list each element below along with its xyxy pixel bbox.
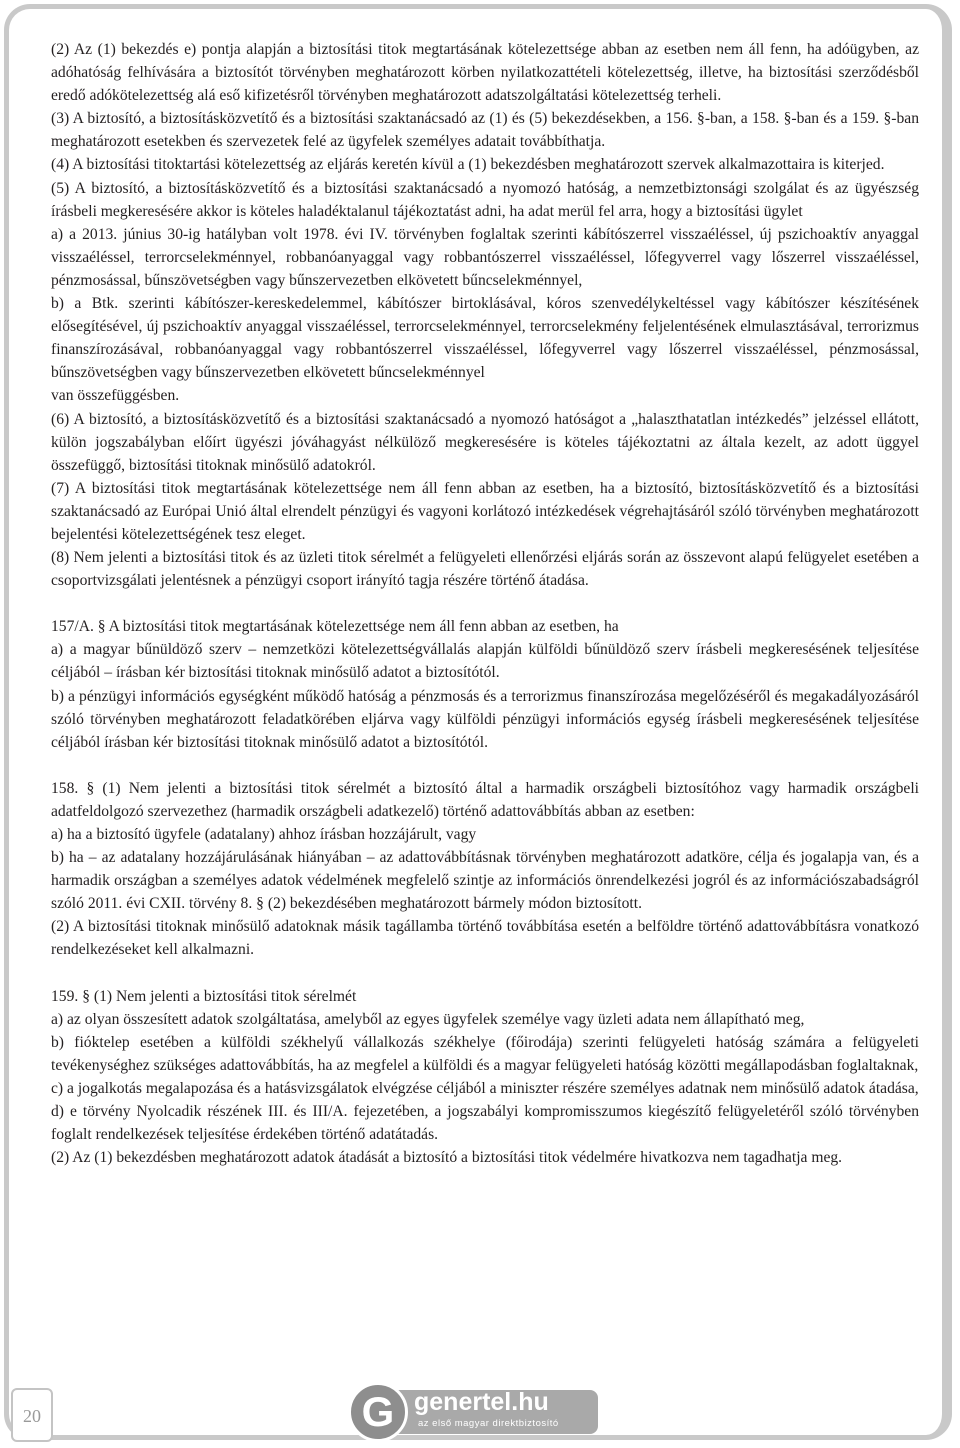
paragraph-2: (2) Az (1) bekezdés e) pontja alapján a biztosítási titok megtartásának kötelezettsége abban az esetben nem áll fenn, ha adóügyben, az adóhatóság felhívására a biztosítót törvényben meghatározott körben nyilatkozattételi kötelezettség, illetve, ha biztosítási szerződésből eredő adókötelezettség alá eső kifizetésről törvényben meghatározott adatszolgáltatási kötelezettség terheli. bbox=[51, 41, 919, 105]
section-159-1-d: d) e törvény Nyolcadik részének III. és III/A. fejezetében, a jogszabályi kompromisszumos kiegészítő felügyeletéről szóló törvényben foglalt rendelkezések teljesítése érdekében történő adatátadás. bbox=[51, 1103, 919, 1144]
document-body bbox=[51, 38, 919, 1169]
page-number: 20 bbox=[11, 1388, 53, 1442]
paragraph-5-a: a) a 2013. június 30-ig hatályban volt 1978. évi IV. törvényben foglaltak szerinti kábítószerrel visszaéléssel, új pszichoaktív anyaggal visszaéléssel, terrorcselekménnyel, robbanóanyaggal vagy robbantószerrel visszaéléssel, lőfegyverrel vagy lőszerrel visszaéléssel, pénzmosással, bűnszövetségben vagy bűnszervezetben elkövetett bűncselekménnyel, bbox=[51, 225, 919, 289]
paragraph-5-end: van összefüggésben. bbox=[51, 387, 180, 405]
logo-tagline: az első magyar direktbiztosító bbox=[418, 1418, 559, 1429]
section-158-2: (2) A biztosítási titoknak minősülő adatoknak másik tagállamba történő továbbítása esetén a belföldre történő adattovábbításra vonatkozó rendelkezéseket kell alkalmazni. bbox=[51, 918, 919, 959]
generali-logo bbox=[348, 1382, 598, 1442]
paragraph-8: (8) Nem jelenti a biztosítási titok és az üzleti titok sérelmét a felügyeleti ellenőrzési eljárás során az összevont alapú felügyelet esetében a csoportvizsgálati jelentésnek a pénzügyi csoport irányító tagja részére történő átadása. bbox=[51, 549, 919, 590]
section-158-1: 158. § (1) Nem jelenti a biztosítási titok sérelmét a biztosító által a harmadik országbeli biztosítóhoz vagy harmadik országbeli adatfeldolgozó szervezethez (harmadik országbeli adatkezelő) történő adattovábbítás abban az esetben: bbox=[51, 779, 919, 820]
paragraph-5-b: b) a Btk. szerinti kábítószer-kereskedelemmel, kábítószer birtoklásával, kóros szenvedélykeltéssel vagy kábítószer készítésének elősegítésével, új pszichoaktív anyaggal visszaéléssel, terrorcselekménnyel, terrorcselekmény feljelentésének elmulasztásával, terrorizmus finanszírozásával, robbanóanyaggal vagy robbantószerrel visszaéléssel, lőfegyverrel vagy lőszerrel visszaéléssel, pénzmosással, bűnszövetségben vagy bűnszervezetben elkövetett bűncselekménnyel bbox=[51, 295, 919, 382]
section-159-1-a: a) az olyan összesített adatok szolgáltatása, amelyből az egyes ügyfelek személye vagy üzleti adata nem állapítható meg, bbox=[51, 1010, 805, 1028]
paragraph-4: (4) A biztosítási titoktartási kötelezettség az eljárás keretén kívül a (1) bekezdésben meghatározott szervek alkalmazottaira is kiterjed. bbox=[51, 156, 885, 174]
section-159-1-b: b) fióktelep esetében a külföldi székhelyű vállalkozás székhelye (főirodája) szerinti felügyeleti hatóság számára a felügyeleti tevékenységhez szükséges adattovábbítás, ha az megfelel a külföldi és a magyar felügyeleti hatóság közötti megállapodásban foglaltaknak, bbox=[51, 1033, 919, 1074]
paragraph-7: (7) A biztosítási titok megtartásának kötelezettsége nem áll fenn abban az esetben, ha a biztosító, biztosításközvetítő és a biztosítási szaktanácsadó az Európai Unió által elrendelt pénzügyi és vagyoni korlátozó intézkedések végrehajtásáról szóló törvényben meghatározott bejelentési kötelezettségének tesz eleget. bbox=[51, 479, 919, 543]
section-157a-b: b) a pénzügyi információs egységként működő hatóság a pénzmosás és a terrorizmus finanszírozása megelőzéséről és megakadályozásáról szóló törvényben meghatározott feladatkörében eljárva vagy külföldi pénzügyi információs egység írásbeli megkeresésének teljesítése céljából írásban kér biztosítási titoknak minősülő adatot a biztosítótól. bbox=[51, 687, 919, 751]
paragraph-5: (5) A biztosító, a biztosításközvetítő és a biztosítási szaktanácsadó a nyomozó hatóság, a nemzetbiztonsági szolgálat és az ügyészség írásbeli megkeresésére akkor is köteles haladéktalanul tájékoztatást adni, ha adat merül fel arra, hogy a biztosítási ügylet bbox=[51, 179, 919, 220]
section-159-2: (2) Az (1) bekezdésben meghatározott adatok átadását a biztosító a biztosítási titok védelmére hivatkozva nem tagadhatja meg. bbox=[51, 1149, 843, 1167]
section-158-1-a: a) ha a biztosító ügyfele (adatalany) ahhoz írásban hozzájárult, vagy bbox=[51, 826, 477, 843]
section-159-1: 159. § (1) Nem jelenti a biztosítási titok sérelmét bbox=[51, 987, 357, 1005]
paragraph-6: (6) A biztosító, a biztosításközvetítő és a biztosítási szaktanácsadó a nyomozó hatóságot a „halaszthatatlan intézkedés” jelzéssel ellátott, külön jogszabályban előírt ügyészi jóváhagyást nélkülöző megkeresésére is köteles tájékoztatni az általa kezelt, az adott üggyel összefüggő, biztosítási titoknak minősülő adatokról. bbox=[51, 410, 919, 474]
logo-g-icon: G bbox=[348, 1382, 408, 1442]
section-157a-heading: 157/A. § A biztosítási titok megtartásának kötelezettsége nem áll fenn abban az esetben, ha bbox=[51, 618, 619, 636]
paragraph-3: (3) A biztosító, a biztosításközvetítő és a biztosítási szaktanácsadó az (1) és (5) bekezdésekben, a 156. §-ban, a 158. §-ban és a 159. §-ban meghatározott esetekben és szervezetek felé az ügyfelek személyes adatait továbbíthatja. bbox=[51, 110, 919, 151]
section-157a-a: a) a magyar bűnüldöző szerv – nemzetközi kötelezettségvállalás alapján külföldi bűnüldöző szerv írásbeli megkeresésének teljesítése céljából – írásban kér biztosítási titoknak minősülő adatot a biztosítótól. bbox=[51, 641, 919, 682]
section-159-1-c: c) a jogalkotás megalapozása és a hatásvizsgálatok elvégzése céljából a miniszter részére személyes adatnak nem minősülő adatok átadása, bbox=[51, 1079, 919, 1097]
section-158-1-b: b) ha – az adatalany hozzájárulásának hiányában – az adattovábbításnak törvényben meghatározott adatköre, célja és jogalapja van, és a harmadik országban a személyes adatok védelmének megfelelő szintje az információs önrendelkezési jogról és az információszabadságról szóló 2011. évi CXII. törvény 8. § (2) bekezdésében meghatározott bármely módon biztosított. bbox=[51, 849, 919, 913]
logo-name: genertel.hu bbox=[414, 1388, 549, 1416]
